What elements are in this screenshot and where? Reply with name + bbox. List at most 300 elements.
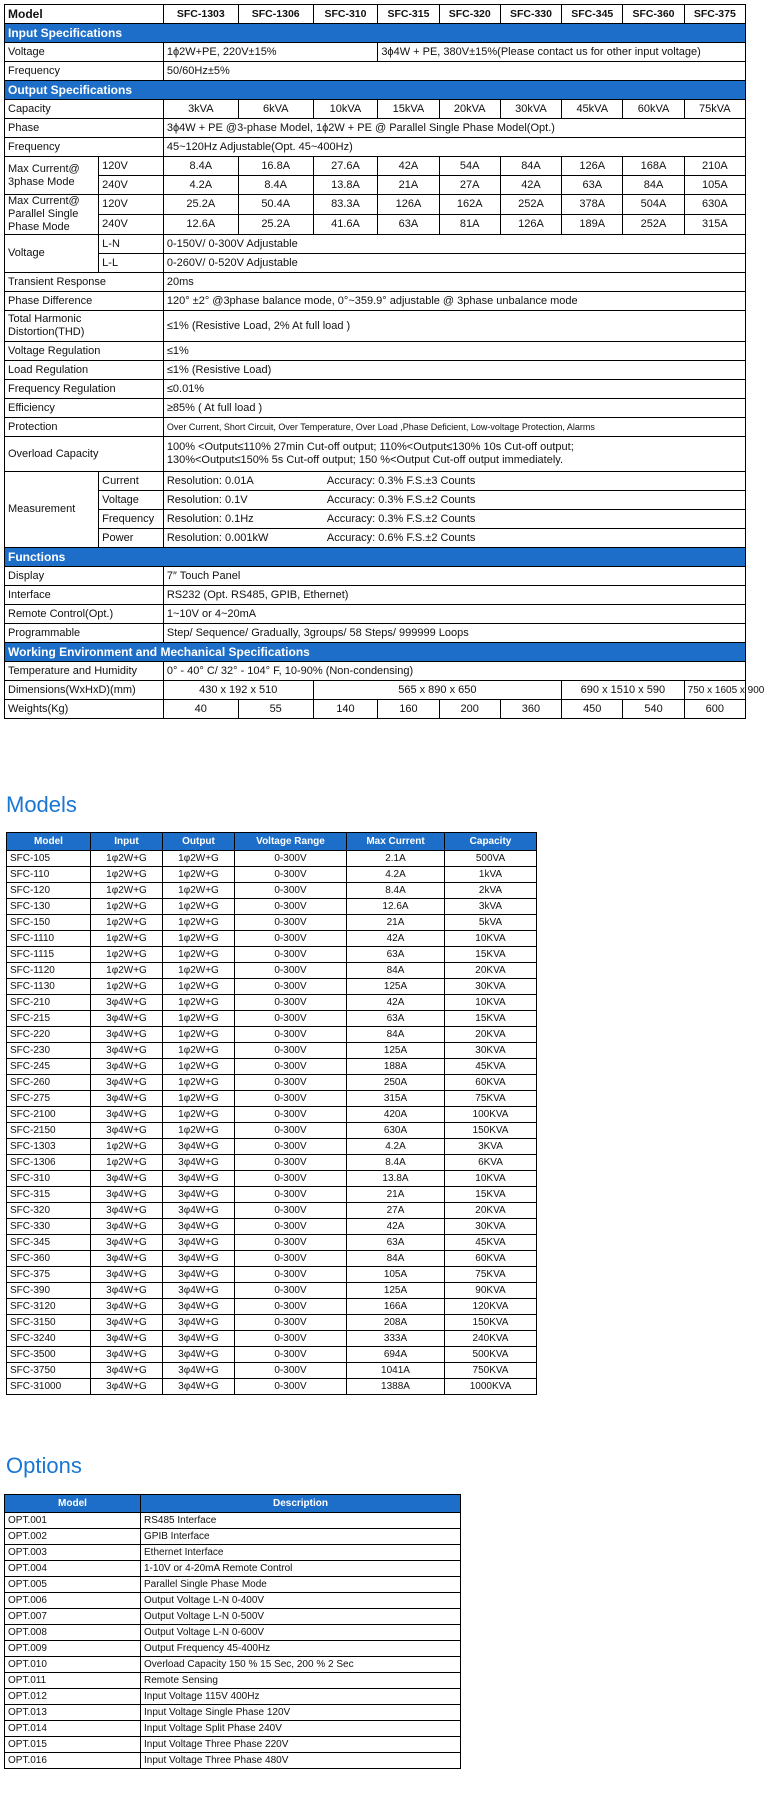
model-cell: 0-300V: [235, 1171, 347, 1187]
model-cell: SFC-390: [7, 1283, 91, 1299]
option-cell: Input Voltage Single Phase 120V: [141, 1705, 461, 1721]
option-cell: Overload Capacity 150 % 15 Sec, 200 % 2 Sec: [141, 1657, 461, 1673]
measurement-name: Voltage: [99, 491, 164, 510]
measurement-row-voltage: [5, 491, 746, 510]
model-cell: 3φ4W+G: [91, 1203, 163, 1219]
models-column-header: Model: [7, 833, 91, 851]
maxp-current-value: 630A: [684, 195, 745, 215]
table-row: [7, 1251, 537, 1267]
model-cell: 1φ2W+G: [91, 979, 163, 995]
measurement-name: Frequency: [99, 510, 164, 529]
measurement-accuracy: Accuracy: 0.3% F.S.±2 Counts: [326, 493, 476, 506]
model-cell: 3φ4W+G: [91, 1123, 163, 1139]
weight-value: 360: [500, 700, 561, 719]
model-cell: 21A: [347, 1187, 445, 1203]
model-cell: 1φ2W+G: [163, 1123, 235, 1139]
programmable-value: Step/ Sequence/ Gradually, 3groups/ 58 Steps/ 999999 Loops: [163, 624, 745, 643]
option-cell: Parallel Single Phase Mode: [141, 1577, 461, 1593]
model-cell: 3φ4W+G: [163, 1187, 235, 1203]
model-cell: SFC-3750: [7, 1363, 91, 1379]
transient-value: 20ms: [163, 273, 745, 292]
model-cell: 3φ4W+G: [163, 1235, 235, 1251]
ln-value: 0-150V/ 0-300V Adjustable: [163, 235, 745, 254]
model-cell: 0-300V: [235, 1315, 347, 1331]
model-cell: 0-300V: [235, 899, 347, 915]
model-cell: 3φ4W+G: [91, 1059, 163, 1075]
weights-row: [5, 700, 746, 719]
table-row: [5, 1737, 461, 1753]
option-cell: OPT.004: [5, 1561, 141, 1577]
maxp-current-value: 252A: [623, 215, 684, 235]
table-row: [7, 1203, 537, 1219]
model-cell: 12.6A: [347, 899, 445, 915]
table-row: [5, 1625, 461, 1641]
model-cell: 1φ2W+G: [163, 1043, 235, 1059]
table-row: [5, 1529, 461, 1545]
model-cell: 1φ2W+G: [163, 931, 235, 947]
maxp-current-value: 25.2A: [238, 215, 313, 235]
max3-current-value: 84A: [500, 157, 561, 176]
measurement-accuracy: Accuracy: 0.6% F.S.±2 Counts: [326, 531, 476, 544]
maxp-current-value: 162A: [439, 195, 500, 215]
table-row: [5, 1609, 461, 1625]
model-cell: 1388A: [347, 1379, 445, 1395]
model-cell: 1φ2W+G: [91, 899, 163, 915]
table-row: [5, 1657, 461, 1673]
model-cell: 188A: [347, 1059, 445, 1075]
temp-value: 0° - 40° C/ 32° - 104° F, 10-90% (Non-condensing): [163, 662, 745, 681]
table-row: [7, 947, 537, 963]
model-cell: 0-300V: [235, 1299, 347, 1315]
model-cell: 3φ4W+G: [91, 1187, 163, 1203]
model-cell: 0-300V: [235, 1059, 347, 1075]
model-cell: 0-300V: [235, 1187, 347, 1203]
model-cell: 0-300V: [235, 1091, 347, 1107]
model-cell: 1φ2W+G: [91, 1155, 163, 1171]
measurement-name: Power: [99, 529, 164, 548]
model-cell: 1φ2W+G: [163, 899, 235, 915]
spec-table: [4, 4, 764, 719]
table-row: [5, 1721, 461, 1737]
measurement-detail: [163, 491, 745, 510]
model-cell: 1φ2W+G: [163, 963, 235, 979]
table-row: [7, 1187, 537, 1203]
model-cell: 0-300V: [235, 931, 347, 947]
option-cell: Remote Sensing: [141, 1673, 461, 1689]
model-cell: 0-300V: [235, 1203, 347, 1219]
model-cell: 1φ2W+G: [163, 867, 235, 883]
measurement-row-power: [5, 529, 746, 548]
model-cell: 250A: [347, 1075, 445, 1091]
thd-label: Total Harmonic Distortion(THD): [5, 311, 164, 342]
max3-current-value: 16.8A: [238, 157, 313, 176]
models-header-row: [7, 833, 537, 851]
model-cell: 2kVA: [445, 883, 537, 899]
model-column-header: SFC-345: [562, 5, 623, 24]
model-cell: SFC-230: [7, 1043, 91, 1059]
model-cell: 1φ2W+G: [163, 883, 235, 899]
options-column-header: Model: [5, 1495, 141, 1513]
model-cell: SFC-3120: [7, 1299, 91, 1315]
model-cell: 630A: [347, 1123, 445, 1139]
input-voltage-3ph: 3ϕ4W + PE, 380V±15%(Please contact us for other input voltage): [378, 43, 746, 62]
phase-label: Phase: [5, 119, 164, 138]
max3-current-value: 8.4A: [238, 176, 313, 195]
model-cell: 0-300V: [235, 979, 347, 995]
maxp-current-value: 315A: [684, 215, 745, 235]
phase-diff-value: 120° ±2° @3phase balance mode, 0°~359.9° adjustable @ 3phase unbalance mode: [163, 292, 745, 311]
model-cell: 3φ4W+G: [91, 1011, 163, 1027]
model-cell: 2.1A: [347, 851, 445, 867]
overload-line-1: 100% <Output≤110% 27min Cut-off output; 110%<Output≤130% 10s Cut-off output;: [166, 441, 574, 453]
model-cell: 3φ4W+G: [163, 1299, 235, 1315]
capacity-value: 3kVA: [163, 100, 238, 119]
section-environment: Working Environment and Mechanical Specifications: [5, 643, 746, 662]
model-cell: 1φ2W+G: [91, 963, 163, 979]
maxp-current-value: 25.2A: [163, 195, 238, 215]
model-cell: 1φ2W+G: [91, 947, 163, 963]
vreg-label: Voltage Regulation: [5, 342, 164, 361]
output-voltage-label: Voltage: [5, 235, 99, 273]
measurement-row-frequency: [5, 510, 746, 529]
model-cell: 45KVA: [445, 1235, 537, 1251]
model-cell: 333A: [347, 1331, 445, 1347]
max3-current-value: 21A: [378, 176, 439, 195]
model-cell: 3φ4W+G: [163, 1363, 235, 1379]
dimensions-value: 430 x 192 x 510: [163, 681, 313, 700]
max3-current-value: 54A: [439, 157, 500, 176]
model-cell: 63A: [347, 1235, 445, 1251]
option-cell: OPT.016: [5, 1753, 141, 1769]
options-header-row: [5, 1495, 461, 1513]
table-row: [7, 1155, 537, 1171]
model-cell: 3φ4W+G: [91, 1379, 163, 1395]
model-cell: SFC-315: [7, 1187, 91, 1203]
maxp-row-120: [5, 195, 746, 215]
models-table: [6, 832, 537, 1395]
model-cell: 3φ4W+G: [91, 1027, 163, 1043]
ll-value: 0-260V/ 0-520V Adjustable: [163, 254, 745, 273]
maxp-current-value: 12.6A: [163, 215, 238, 235]
maxp-v240: 240V: [99, 215, 164, 235]
model-cell: 0-300V: [235, 1219, 347, 1235]
model-cell: 1φ2W+G: [163, 947, 235, 963]
phase-diff-label: Phase Difference: [5, 292, 164, 311]
table-row: [5, 1561, 461, 1577]
model-cell: 3φ4W+G: [91, 1107, 163, 1123]
weight-value: 140: [313, 700, 378, 719]
model-cell: 3φ4W+G: [91, 1347, 163, 1363]
model-cell: 0-300V: [235, 1283, 347, 1299]
table-row: [7, 883, 537, 899]
weights-label: Weights(Kg): [5, 700, 164, 719]
dimensions-value: 750 x 1605 x 900: [684, 681, 745, 700]
model-cell: 750KVA: [445, 1363, 537, 1379]
model-cell: 3KVA: [445, 1139, 537, 1155]
maxp-v120: 120V: [99, 195, 164, 215]
model-cell: 3φ4W+G: [163, 1139, 235, 1155]
capacity-value: 45kVA: [562, 100, 623, 119]
lreg-label: Load Regulation: [5, 361, 164, 380]
model-cell: 0-300V: [235, 995, 347, 1011]
max3-current-value: 27.6A: [313, 157, 378, 176]
models-column-header: Input: [91, 833, 163, 851]
model-cell: SFC-1110: [7, 931, 91, 947]
measurement-row-current: [5, 472, 746, 491]
model-cell: SFC-330: [7, 1219, 91, 1235]
option-cell: OPT.012: [5, 1689, 141, 1705]
table-row: [5, 1577, 461, 1593]
table-row: [7, 1011, 537, 1027]
model-cell: 3φ4W+G: [91, 1075, 163, 1091]
model-cell: 1φ2W+G: [163, 851, 235, 867]
option-cell: Input Voltage 115V 400Hz: [141, 1689, 461, 1705]
model-cell: SFC-1130: [7, 979, 91, 995]
option-cell: Input Voltage Three Phase 480V: [141, 1753, 461, 1769]
maxp-current-value: 81A: [439, 215, 500, 235]
model-cell: 1φ2W+G: [91, 915, 163, 931]
model-cell: 420A: [347, 1107, 445, 1123]
table-row: [7, 1171, 537, 1187]
models-column-header: Output: [163, 833, 235, 851]
model-cell: SFC-2150: [7, 1123, 91, 1139]
model-cell: 0-300V: [235, 1235, 347, 1251]
max3-v240: 240V: [99, 176, 164, 195]
model-cell: SFC-130: [7, 899, 91, 915]
ln-label: L-N: [99, 235, 164, 254]
model-cell: 3φ4W+G: [163, 1267, 235, 1283]
model-cell: 120KVA: [445, 1299, 537, 1315]
table-row: [5, 1545, 461, 1561]
option-cell: Output Voltage L-N 0-400V: [141, 1593, 461, 1609]
option-cell: OPT.010: [5, 1657, 141, 1673]
weight-value: 160: [378, 700, 439, 719]
option-cell: OPT.015: [5, 1737, 141, 1753]
model-cell: 3φ4W+G: [91, 1299, 163, 1315]
max3-current-value: 42A: [500, 176, 561, 195]
temp-label: Temperature and Humidity: [5, 662, 164, 681]
model-cell: SFC-375: [7, 1267, 91, 1283]
model-column-header: SFC-320: [439, 5, 500, 24]
measurement-resolution: Resolution: 0.01A: [166, 474, 254, 487]
model-column-header: SFC-330: [500, 5, 561, 24]
measurement-label: Measurement: [5, 472, 99, 548]
model-cell: SFC-105: [7, 851, 91, 867]
model-cell: 0-300V: [235, 883, 347, 899]
dimensions-label: Dimensions(WxHxD)(mm): [5, 681, 164, 700]
spec-header-row: [5, 5, 746, 24]
overload-value: [163, 437, 745, 472]
model-cell: SFC-3240: [7, 1331, 91, 1347]
table-row: [7, 963, 537, 979]
thd-value: ≤1% (Resistive Load, 2% At full load ): [163, 311, 745, 342]
max3-current-value: 13.8A: [313, 176, 378, 195]
model-cell: 0-300V: [235, 1267, 347, 1283]
model-cell: 0-300V: [235, 1011, 347, 1027]
remote-label: Remote Control(Opt.): [5, 605, 164, 624]
model-cell: 0-300V: [235, 1363, 347, 1379]
option-cell: GPIB Interface: [141, 1529, 461, 1545]
model-cell: 5kVA: [445, 915, 537, 931]
model-cell: SFC-215: [7, 1011, 91, 1027]
input-voltage-1ph: 1ϕ2W+PE, 220V±15%: [163, 43, 377, 62]
model-cell: 42A: [347, 931, 445, 947]
table-row: [7, 1347, 537, 1363]
model-cell: 75KVA: [445, 1091, 537, 1107]
model-cell: 125A: [347, 979, 445, 995]
model-cell: 1φ2W+G: [163, 1091, 235, 1107]
model-cell: 3φ4W+G: [91, 1043, 163, 1059]
table-row: [5, 1593, 461, 1609]
max3-current-value: 168A: [623, 157, 684, 176]
option-cell: OPT.011: [5, 1673, 141, 1689]
option-cell: OPT.005: [5, 1577, 141, 1593]
max3-current-value: 126A: [562, 157, 623, 176]
model-cell: 1φ2W+G: [163, 1011, 235, 1027]
model-cell: 105A: [347, 1267, 445, 1283]
capacity-value: 15kVA: [378, 100, 439, 119]
capacity-value: 75kVA: [684, 100, 745, 119]
maxp-current-value: 504A: [623, 195, 684, 215]
transient-label: Transient Response: [5, 273, 164, 292]
model-cell: 45KVA: [445, 1059, 537, 1075]
remote-value: 1~10V or 4~20mA: [163, 605, 745, 624]
model-cell: 15KVA: [445, 1187, 537, 1203]
table-row: [5, 1705, 461, 1721]
measurement-resolution: Resolution: 0.001kW: [166, 531, 269, 544]
table-row: [7, 1091, 537, 1107]
overload-line-2: 130%<Output≤150% 5s Cut-off output; 150 %<Output Cut-off output immediately.: [166, 454, 564, 466]
input-frequency-label: Frequency: [5, 62, 164, 81]
maxp-current-value: 378A: [562, 195, 623, 215]
max3-current-value: 8.4A: [163, 157, 238, 176]
table-row: [7, 1283, 537, 1299]
maxp-current-value: 41.6A: [313, 215, 378, 235]
protection-value: Over Current, Short Circuit, Over Temperature, Over Load ,Phase Deficient, Low-voltage Protection, Alarms: [163, 418, 745, 437]
measurement-resolution: Resolution: 0.1V: [166, 493, 248, 506]
model-cell: 0-300V: [235, 1139, 347, 1155]
model-cell: 3φ4W+G: [91, 1251, 163, 1267]
max3-row-120: [5, 157, 746, 176]
maxp-current-value: 126A: [378, 195, 439, 215]
models-title: Models: [6, 792, 77, 817]
model-cell: SFC-2100: [7, 1107, 91, 1123]
model-cell: SFC-345: [7, 1235, 91, 1251]
model-cell: 1φ2W+G: [163, 995, 235, 1011]
model-cell: 0-300V: [235, 1043, 347, 1059]
model-cell: 3φ4W+G: [91, 1219, 163, 1235]
model-cell: 694A: [347, 1347, 445, 1363]
model-cell: 315A: [347, 1091, 445, 1107]
option-cell: Output Voltage L-N 0-500V: [141, 1609, 461, 1625]
max3-current-value: 42A: [378, 157, 439, 176]
model-cell: 3φ4W+G: [163, 1315, 235, 1331]
table-row: [7, 899, 537, 915]
model-cell: 20KVA: [445, 1203, 537, 1219]
model-cell: 3φ4W+G: [91, 1091, 163, 1107]
weight-value: 200: [439, 700, 500, 719]
model-cell: 150KVA: [445, 1123, 537, 1139]
model-cell: SFC-310: [7, 1171, 91, 1187]
model-cell: SFC-210: [7, 995, 91, 1011]
capacity-row: [5, 100, 746, 119]
table-row: [7, 995, 537, 1011]
table-row: [7, 851, 537, 867]
model-cell: 20KVA: [445, 963, 537, 979]
model-cell: 150KVA: [445, 1315, 537, 1331]
interface-label: Interface: [5, 586, 164, 605]
model-cell: 84A: [347, 963, 445, 979]
input-frequency-value: 50/60Hz±5%: [163, 62, 745, 81]
model-cell: 125A: [347, 1283, 445, 1299]
table-row: [7, 1299, 537, 1315]
model-cell: 1000KVA: [445, 1379, 537, 1395]
model-cell: 8.4A: [347, 883, 445, 899]
option-cell: OPT.007: [5, 1609, 141, 1625]
model-cell: 0-300V: [235, 1107, 347, 1123]
model-cell: SFC-360: [7, 1251, 91, 1267]
model-cell: 100KVA: [445, 1107, 537, 1123]
model-cell: 1φ2W+G: [163, 915, 235, 931]
model-cell: 0-300V: [235, 1123, 347, 1139]
table-row: [7, 1363, 537, 1379]
option-cell: OPT.014: [5, 1721, 141, 1737]
max3-current-value: 4.2A: [163, 176, 238, 195]
capacity-value: 60kVA: [623, 100, 684, 119]
model-cell: 0-300V: [235, 1331, 347, 1347]
option-cell: Input Voltage Three Phase 220V: [141, 1737, 461, 1753]
option-cell: RS485 Interface: [141, 1513, 461, 1529]
max3-current-value: 63A: [562, 176, 623, 195]
maxp-current-value: 189A: [562, 215, 623, 235]
model-cell: 90KVA: [445, 1283, 537, 1299]
model-cell: 15KVA: [445, 1011, 537, 1027]
model-cell: 10KVA: [445, 1171, 537, 1187]
table-row: [5, 1753, 461, 1769]
max3-label: Max Current@ 3phase Mode: [5, 157, 99, 195]
table-row: [7, 1043, 537, 1059]
model-cell: SFC-1120: [7, 963, 91, 979]
options-table: [4, 1494, 461, 1769]
maxp-current-value: 252A: [500, 195, 561, 215]
model-cell: SFC-31000: [7, 1379, 91, 1395]
model-cell: 3φ4W+G: [163, 1155, 235, 1171]
capacity-value: 6kVA: [238, 100, 313, 119]
table-row: [7, 1315, 537, 1331]
phase-value: 3ϕ4W + PE @3-phase Model, 1ϕ2W + PE @ Parallel Single Phase Model(Opt.): [163, 119, 745, 138]
model-column-header: SFC-310: [313, 5, 378, 24]
model-cell: 1φ2W+G: [163, 979, 235, 995]
table-row: [7, 1027, 537, 1043]
table-row: [7, 1059, 537, 1075]
lreg-value: ≤1% (Resistive Load): [163, 361, 745, 380]
model-cell: 0-300V: [235, 1379, 347, 1395]
model-cell: SFC-120: [7, 883, 91, 899]
model-cell: 0-300V: [235, 963, 347, 979]
model-cell: 21A: [347, 915, 445, 931]
model-column-header: SFC-375: [684, 5, 745, 24]
measurement-accuracy: Accuracy: 0.3% F.S.±2 Counts: [326, 512, 476, 525]
table-row: [7, 1107, 537, 1123]
model-cell: 1φ2W+G: [163, 1107, 235, 1123]
option-cell: OPT.006: [5, 1593, 141, 1609]
model-cell: SFC-3500: [7, 1347, 91, 1363]
model-cell: 1φ2W+G: [163, 1059, 235, 1075]
model-cell: 3φ4W+G: [163, 1219, 235, 1235]
measurement-detail: [163, 529, 745, 548]
model-cell: 3φ4W+G: [163, 1171, 235, 1187]
model-cell: 208A: [347, 1315, 445, 1331]
